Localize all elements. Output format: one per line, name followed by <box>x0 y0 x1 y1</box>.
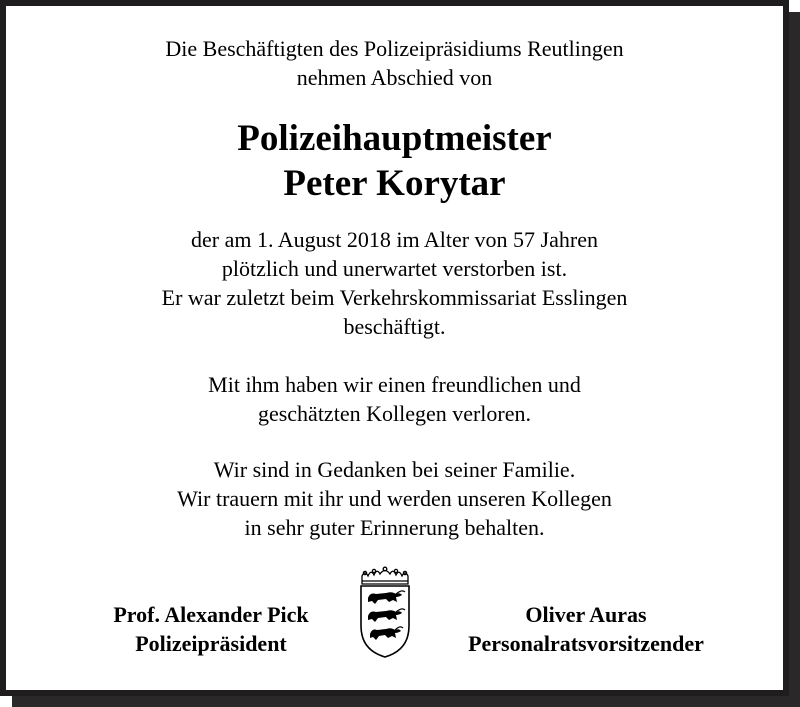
obituary-notice <box>6 6 783 690</box>
intro-text <box>6 34 783 92</box>
paragraph-line: beschäftigt. <box>343 314 446 339</box>
deceased-title <box>6 116 783 206</box>
rank-title: Polizeihauptmeister <box>237 118 552 159</box>
signatory-name: Oliver Auras <box>525 602 647 627</box>
paragraph-line: der am 1. August 2018 im Alter von 57 Jahren <box>191 227 598 252</box>
paragraph-line: in sehr guter Erinnerung behalten. <box>244 515 545 540</box>
tribute-paragraph <box>6 370 783 428</box>
paragraph-line: Wir trauern mit ihr und werden unseren Kollegen <box>177 486 612 511</box>
paragraph-line: plötzlich und unerwartet verstorben ist. <box>221 256 568 281</box>
signature-right <box>436 600 736 658</box>
intro-line: Die Beschäftigten des Polizeipräsidiums Reutlingen <box>165 36 624 61</box>
signatory-role: Polizeipräsident <box>135 631 287 656</box>
deceased-name: Peter Korytar <box>283 163 506 204</box>
paragraph-line: geschätzten Kollegen verloren. <box>257 401 532 426</box>
coat-of-arms-icon <box>356 564 414 660</box>
condolence-paragraph <box>6 455 783 542</box>
paragraph-line: Wir sind in Gedanken bei seiner Familie. <box>213 457 576 482</box>
intro-line: nehmen Abschied von <box>296 65 493 90</box>
signature-left <box>86 600 336 658</box>
signatory-role: Personalratsvorsitzender <box>468 631 704 656</box>
paragraph-line: Mit ihm haben wir einen freundlichen und <box>208 372 581 397</box>
paragraph-line: Er war zuletzt beim Verkehrskommissariat Esslingen <box>161 285 628 310</box>
signatory-name: Prof. Alexander Pick <box>113 602 309 627</box>
death-details-paragraph <box>6 225 783 341</box>
